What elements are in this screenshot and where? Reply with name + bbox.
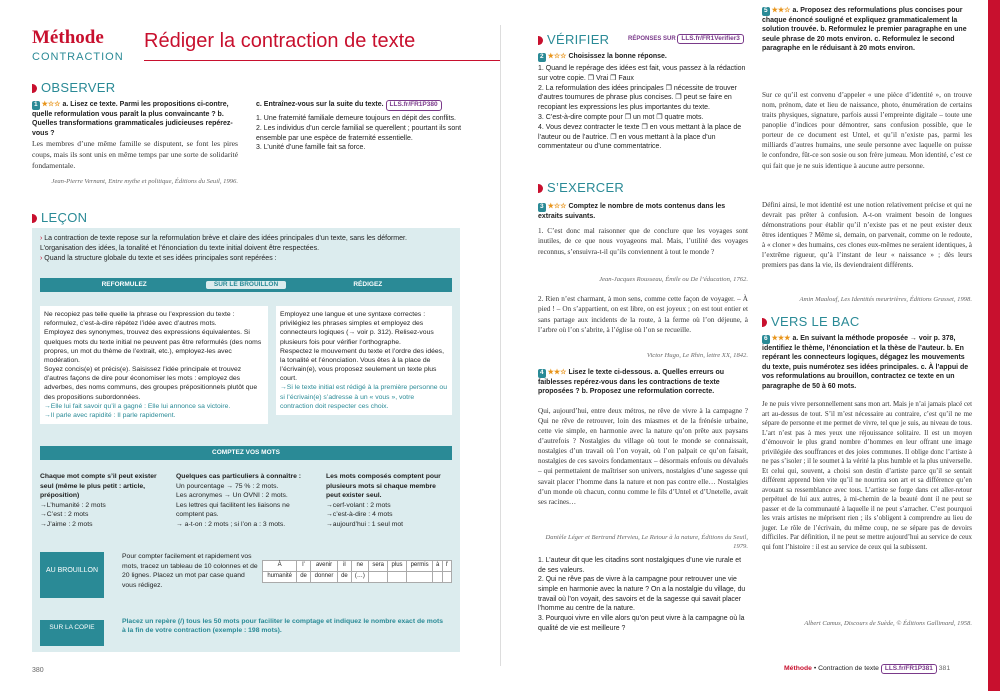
ex5-source: Amin Maalouf, Les Identités meurtrières, Éditions Grasset, 1998. xyxy=(799,296,972,303)
answers-label: RÉPONSES SUR LLS.fr/FR1Verifier3 xyxy=(628,34,744,44)
count-rule-3: Les mots composés comptent pour plusieurs mots si chaque membre peut exister seul. →cerf-volant : 2 mots →c’est-à-dire : 4 mots →aujourd’hui : 1 seul mot xyxy=(326,473,441,528)
grid-cell: plus xyxy=(388,561,407,572)
word-grid xyxy=(262,560,452,583)
ex3-text-2: 2. Rien n’est charmant, à mon sens, comme cette façon de voyager. – À pied ! – On s’appartient, on est libre, on est joyeux ; on est tout entier et sans partage aux incidents de la route, à la ferme où l’on déjeune, à l’arbre où l’on s’abrite, à l’église où l’on se recueille. xyxy=(538,295,748,335)
section-marker-icon xyxy=(762,318,767,327)
difficulty-stars-icon: ★★☆ xyxy=(771,7,791,14)
ex5-question: 5 ★★☆ a. Proposez des reformulations plus concises pour chaque énoncé souligné et expliquez grammaticalement la solution trouvée. b. Reformulez le premier paragraphe en une seule phrase de 20 mots environ. c. Reformulez le second paragraphe en le réduisant à 20 mots environ. xyxy=(762,7,967,53)
right-page xyxy=(500,0,1000,691)
page-title: Rédiger la contraction de texte xyxy=(144,30,416,52)
title-rule xyxy=(144,60,500,61)
grid-cell xyxy=(406,571,433,582)
ex5-para-1: Sur ce qu’il est convenu d’appeler « une pièce d’identité », on trouve nom, prénom, date et lieu de naissance, photo, énumération de certains traits physiques, signature, parfois aussi l’empreinte digitale – toute une panoplie d’indices pour démontrer, sans confusion possible, que le porteur de ce document est Untel, et qu’il n’existe pas, parmi les milliards d’autres humains, une seule personne avec laquelle on puisse le confondre, fût-ce son sosie ou son frère jumeau. Mon identité, c’est ce qui fait que je ne suis identique à aucune autre personne. xyxy=(762,91,972,170)
difficulty-stars-icon: ★★★ xyxy=(771,335,791,342)
lecon-heading: LEÇON xyxy=(32,210,87,227)
difficulty-stars-icon: ★☆☆ xyxy=(547,203,567,210)
brand-subtitle: CONTRACTION xyxy=(32,51,124,63)
ex4-question: 4 ★★☆ Lisez le texte ci-dessous. a. Quelles erreurs ou faiblesses repérez-vous dans les contractions de texte proposées ? b. Proposez une reformulation correcte. xyxy=(538,369,725,396)
ex4-source: Danièle Léger et Bertrand Hervieu, Le Retour à la nature, Éditions du Seuil, 1979. xyxy=(545,534,748,550)
observer-c: c. Entraînez-vous sur la suite du texte. LLS.fr/FR1P380 xyxy=(256,100,486,111)
grid-cell: À xyxy=(263,561,297,572)
observer-source: Jean-Pierre Vernant, Entre mythe et politique, Éditions du Seuil, 1996. xyxy=(51,178,238,185)
bac-heading: VERS LE BAC xyxy=(762,314,860,331)
grid-cell: de xyxy=(338,571,352,582)
observer-link[interactable]: LLS.fr/FR1P380 xyxy=(386,100,442,111)
grid-cell: donner xyxy=(310,571,337,582)
section-marker-icon xyxy=(32,84,37,93)
ex4-text: Qui, aujourd’hui, entre deux métros, ne rêve de vivre à la campagne ? Qui ne rêve de retrouver, loin des miasmes et de la frénésie urbaine, cette vie simple, en harmonie avec la nature qu’on prête aux paysans d’autrefois ? Nostalgies du village où tout le monde se connaissait, nostalgies d’un travail où l’on voyait, où l’on palpait ce qu’on faisait, nostalgies de ces savoirs fondamentaux – désormais enfouis ou dévalués – qui permettaient de maîtriser son univers, nostalgies d’une sagesse qui savait placer l’homme dans la nature et non pas contre elle… Nostalgies d’un monde où chacun, connu comme le fils d’Untel et d’Unetelle, avait ses racines… xyxy=(538,407,748,506)
copie-text: Placez un repère (/) tous les 50 mots pour faciliter le comptage et indiquez le nombre exact de mots à la fin de votre contraction (exemple : 198 mots). xyxy=(122,618,444,634)
footer: Méthode • Contraction de texte LLS.fr/FR1P381 381 xyxy=(784,664,950,674)
sur-copie-label: SUR LA COPIE xyxy=(40,620,104,646)
ex3-source-1: Jean-Jacques Rousseau, Émile ou De l’éducation, 1762. xyxy=(599,276,748,283)
grid-cell: avenir xyxy=(310,561,337,572)
grid-cell: à xyxy=(433,561,443,572)
count-rule-1: Chaque mot compte s’il peut exister seul (même le plus petit : article, préposition) →L’humanité : 2 mots →C’est : 2 mots →J’aime : 2 mots xyxy=(40,473,157,528)
verifier-heading: VÉRIFIER xyxy=(538,32,609,49)
redigez-list: Employez une langue et une syntaxe correctes : privilégiez les phrases simples et employez des connecteurs logiques (→ voir p. 312). Relisez-vous plusieurs fois pour vérifier l’orthographe. Respectez le mouvement du texte et l’ordre des idées, la tonalité et l’énonciation. Vous êtes à la place de l’écrivain(e), vous proposez seulement un texte plus court. →Si le texte initial est rédigé à la première personne ou si l’écrivain(e) s’adresse à un « vous », votre contraction doit respecter ces choix. xyxy=(276,306,452,415)
grid-cell: sera xyxy=(369,561,388,572)
grid-cell: humanité xyxy=(263,571,297,582)
section-marker-icon xyxy=(32,214,37,223)
grid-cell xyxy=(388,571,407,582)
observer-options: 1. Une fraternité familiale demeure toujours en dépit des conflits. 2. Les individus d’un cercle familial se querellent ; pourtant ils sont ensemble par une espèce de fraternité essentielle. 3. L’unité d’une famille fait sa force. xyxy=(256,115,462,152)
difficulty-stars-icon: ★☆☆ xyxy=(547,53,567,60)
grid-cell xyxy=(369,571,388,582)
count-rule-2: Quelques cas particuliers à connaître : Un pourcentage → 75 % : 2 mots. Les acronymes → Un OVNI : 2 mots. Les lettres qui facilitent les liaisons ne comptent pas. → a-t-on : 2 mots ; si l’on a : 3 mots. xyxy=(176,473,302,528)
reformulez-header: REFORMULEZ SUR LE BROUILLON RÉDIGEZ xyxy=(40,278,452,292)
ex3-source-2: Victor Hugo, Le Rhin, lettre XX, 1842. xyxy=(646,352,748,359)
difficulty-stars-icon: ★★☆ xyxy=(547,369,567,376)
au-brouillon-label: AU BROUILLON xyxy=(40,552,104,598)
exercer-heading: S’EXERCER xyxy=(538,180,624,197)
ex3-text-1: 1. C’est donc mal raisonner que de conclure que les voyages sont inutiles, de ce que nous voyageons mal. Mais, l’utilité des voyages reconnus, s’ensuivra-t-il qu’ils conviennent à tout le monde ? xyxy=(538,227,748,256)
brouillon-text: Pour compter facilement et rapidement vos mots, tracez un tableau de 10 colonnes et de 20 lignes. Placez un mot par case quand vous rédigez. xyxy=(122,553,258,589)
footer-link[interactable]: LLS.fr/FR1P381 xyxy=(881,664,937,674)
page-number-left: 380 xyxy=(32,667,44,674)
grid-cell xyxy=(433,571,443,582)
grid-cell: de xyxy=(297,571,311,582)
comptez-header: COMPTEZ VOS MOTS xyxy=(40,446,452,460)
lecon-intro: › La contraction de texte repose sur la reformulation brève et claire des idées principales d’un texte, sans les déformer. L’organisation des idées, la tonalité et l’énonciation du texte initial doivent être respectées. › Quand la structure globale du texte et ses idées principales sont repérées : xyxy=(40,235,407,262)
ex6-question: 6 ★★★ a. En suivant la méthode proposée → voir p. 378, identifiez le thème, l’énonciation et la thèse de l’auteur. b. En repérant les connecteurs logiques, dégagez les mouvements du texte, puis numérotez ses idées principales. c. À l’appui de vos reformulations au brouillon, contractez ce texte en un paragraphe de 50 à 60 mots. xyxy=(762,335,969,390)
grid-cell: (…) xyxy=(351,571,368,582)
grid-cell: permis xyxy=(406,561,433,572)
ex3-question: 3 ★☆☆ Comptez le nombre de mots contenus dans les extraits suivants. xyxy=(538,203,726,220)
observer-heading: OBSERVER xyxy=(32,80,115,97)
ex5-para-2: Défini ainsi, le mot identité est une notion relativement précise et qui ne devrait pas prêter à confusion. A-t-on vraiment besoin de longues démonstrations pour établir qu’il n’existe pas et ne peut exister deux êtres identiques ? Même si, demain, on parvenait, comme on le redoute, à « cloner » des humains, ces clones eux-mêmes ne seraient identiques, à l’extrême rigueur, qu’à l’instant de leur « naissance » ; dès leurs premiers pas dans la vie, ils deviendraient différents. xyxy=(762,201,972,270)
observer-question: 1 ★☆☆ a. Lisez ce texte. Parmi les propositions ci-contre, quelle reformulation vous paraît la plus convaincante ? b. Quelles transformations grammaticales judicieuses repérez-vous ? xyxy=(32,101,233,137)
ex4-items: 1. L’auteur dit que les citadins sont nostalgiques d’une vie rurale et de ses valeurs. 2. Qui ne rêve pas de vivre à la campagne pour retrouver une vie simple en harmonie avec la nature ? On a la nostalgie du village, du travail où l’on voyait, des savoirs et de la sagesse qui savait placer l’homme au centre de la nature. 3. Pourquoi vivre en ville alors qu’on peut vivre à la campagne où la qualité de vie est meilleure ? xyxy=(538,557,746,632)
verifier-items: 1. Quand le repérage des idées est fait, vous passez à la rédaction sur votre copie. ❐ Vrai ❐ Faux 2. La reformulation des idées principales ❐ nécessite de trouver d’autres tournures de phrase plus concises. ❐ peut se faire en recopiant les expressions les plus importantes du texte. 3. C’est-à-dire compte pour ❐ un mot ❐ quatre mots. 4. Vous devez contracter le texte ❐ en vous mettant à la place de l’auteur ou de l’autrice. ❐ en vous mettant à la place d’un commentateur ou d’une commentatrice. xyxy=(538,65,746,151)
ex6-source: Albert Camus, Discours de Suède, © Éditions Gallimard, 1958. xyxy=(804,620,972,627)
grid-cell: l’ xyxy=(443,561,452,572)
section-marker-icon xyxy=(538,36,543,45)
difficulty-stars-icon: ★☆☆ xyxy=(41,101,61,108)
verifier-question: 2 ★☆☆ Choisissez la bonne réponse. xyxy=(540,53,667,60)
observer-text: Les membres d’une même famille se disputent, se font les pires coups, mais ils sont unis en même temps par une sorte de solidarité fondamentale. xyxy=(32,139,238,170)
brand-title: Méthode xyxy=(32,27,104,48)
ex6-text: Je ne puis vivre personnellement sans mon art. Mais je n’ai jamais placé cet art au-dessus de tout. S’il m’est nécessaire au contraire, c’est qu’il ne me sépare de personne et me permet de vivre, tel que je suis, au niveau de tous. L’art n’est pas à mes yeux une réjouissance solitaire. Il est un moyen d’émouvoir le plus grand nombre d’hommes en leur offrant une image privilégiée des souffrances et des joies communes. Il oblige donc l’artiste à ne pas s’isoler ; il le soumet à la vérité la plus humble et la plus universelle. Et celui qui, souvent, a choisi son destin d’artiste parce qu’il se sentait différent apprend bien vite qu’il ne nourrira son art et sa différence qu’en avouant sa ressemblance avec tous. L’artiste se forge dans cet aller-retour perpétuel de lui aux autres, à mi-chemin de la beauté dont il ne peut se passer et de la communauté à laquelle il ne peut s’arracher. C’est pourquoi les vrais artistes ne méprisent rien ; ils s’obligent à comprendre au lieu de juger. Le rôle de l’écrivain, du même coup, ne se sépare pas de devoirs difficiles. Par définition, il ne peut se mettre aujourd’hui au service de ceux qui font l’histoire : il est au service de ceux qui la subissent. xyxy=(762,401,972,551)
page-edge-tab xyxy=(988,0,1000,691)
grid-cell: ne xyxy=(351,561,368,572)
grid-cell: il xyxy=(338,561,352,572)
grid-cell: l’ xyxy=(297,561,311,572)
reformulez-list: Ne recopiez pas telle quelle la phrase ou l’expression du texte : reformulez, c’est-à-dire répétez l’idée avec d’autres mots. Employez des synonymes, trouvez des expressions équivalentes. Si quelques mots du texte initial ne peuvent pas être reformulés (des noms propres, un mot du thème de l’extrait, etc.), employez-les avec modération. Soyez concis(e) et précis(e). Saisissez l’idée principale et trouvez d’autres façons de dire pour économiser les mots : employez des adverbes, des noms communs, des groupes prépositionnels plutôt que des propositions subordonnées. →Elle lui fait savoir qu’il a gagné : Elle lui annonce sa victoire. →Il parle avec rapidité : Il parle rapidement. xyxy=(40,306,268,424)
section-marker-icon xyxy=(538,184,543,193)
answers-link[interactable]: LLS.fr/FR1Verifier3 xyxy=(677,34,744,44)
grid-cell xyxy=(443,571,452,582)
